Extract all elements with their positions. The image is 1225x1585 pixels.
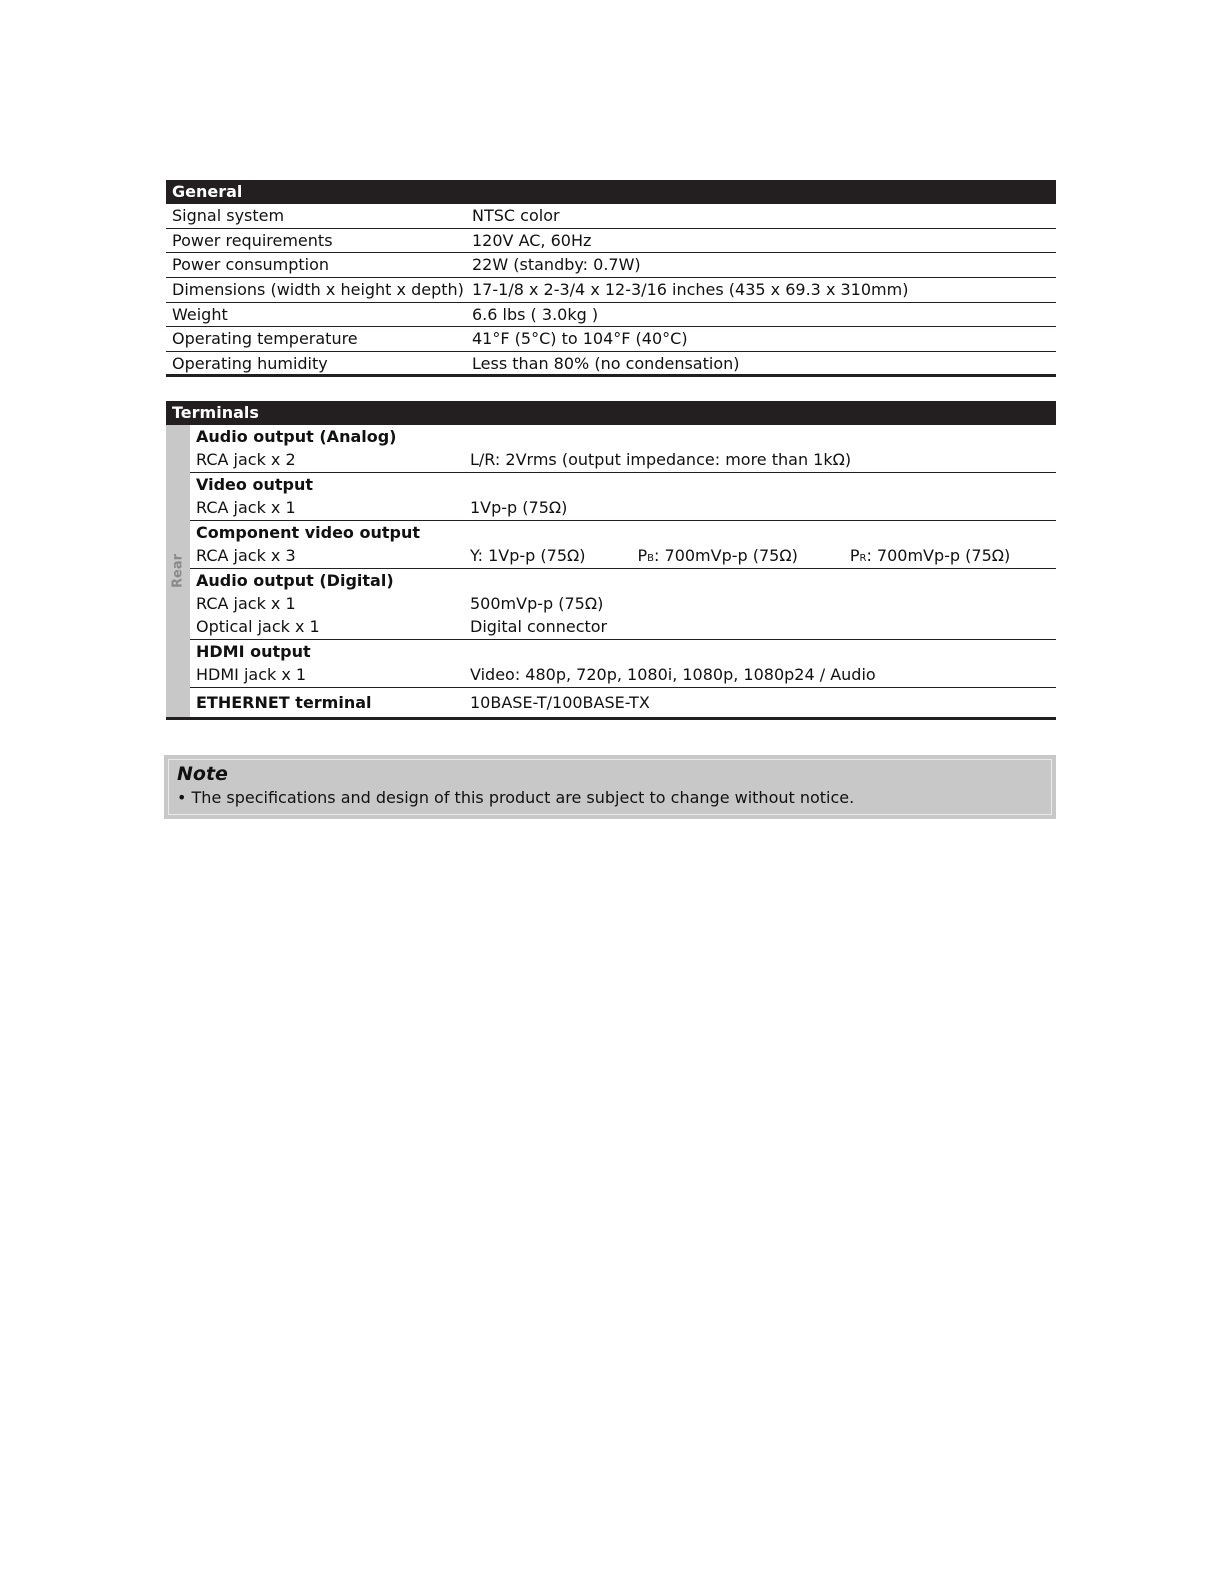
spec-label: Power consumption [172, 255, 330, 275]
list-item [190, 615, 1056, 638]
terminal-group-audio-analog [190, 425, 1056, 473]
spec-label: Weight [172, 304, 228, 324]
table-row [166, 303, 1056, 328]
spec-value: 500mVp-p (75Ω) [470, 594, 604, 613]
group-title: HDMI output [196, 642, 311, 661]
spec-label: Dimensions (width x height x depth) [172, 280, 464, 300]
spec-value: 1Vp-p (75Ω) [470, 498, 568, 517]
note-box [164, 755, 1056, 819]
spec-label: Power requirements [172, 230, 333, 250]
group-title: Video output [196, 475, 313, 494]
group-title: Audio output (Digital) [196, 571, 394, 590]
spec-label: RCA jack x 1 [196, 594, 296, 613]
spec-label: Operating humidity [172, 354, 328, 374]
terminal-group-ethernet [190, 688, 1056, 717]
spec-value: Digital connector [470, 617, 608, 636]
rear-label-text: Rear [170, 553, 186, 589]
general-header: General [166, 180, 1056, 204]
pb-subscript: B [647, 553, 655, 564]
table-row [166, 327, 1056, 352]
terminals-body [166, 425, 1056, 720]
table-row [166, 229, 1056, 254]
terminal-group-component-video [190, 521, 1056, 569]
spec-value: NTSC color [472, 206, 560, 225]
list-item [190, 496, 1056, 519]
table-row [166, 278, 1056, 303]
spec-label: RCA jack x 1 [196, 498, 296, 517]
spec-value: 41°F (5°C) to 104°F (40°C) [472, 329, 688, 349]
spec-label: Optical jack x 1 [196, 617, 320, 636]
pr-value: : 700mVp-p (75Ω) [866, 546, 1011, 565]
pr-prefix: P [849, 546, 860, 565]
y-value: Y: 1Vp-p (75Ω) [470, 546, 586, 565]
terminal-group-hdmi [190, 640, 1056, 688]
note-title: Note [177, 763, 228, 785]
list-item [190, 544, 1056, 567]
list-item [190, 691, 1056, 714]
pb-value: : 700mVp-p (75Ω) [654, 546, 798, 565]
pr-subscript: R [859, 553, 867, 564]
spec-value: 6.6 lbs ( 3.0kg ) [472, 304, 599, 324]
spec-value: 10BASE-T/100BASE-TX [470, 693, 650, 712]
table-row [166, 352, 1056, 377]
table-row [166, 253, 1056, 278]
list-item [190, 448, 1056, 471]
terminals-table [166, 401, 1056, 720]
pb-prefix: P [637, 546, 648, 565]
spec-label: HDMI jack x 1 [196, 665, 307, 684]
general-table [166, 180, 1056, 377]
terminals-header: Terminals [166, 401, 1056, 425]
terminal-groups [190, 425, 1056, 717]
group-title: Audio output (Analog) [196, 427, 397, 446]
spec-value: Video: 480p, 720p, 1080i, 1080p, 1080p24 / Audio [470, 665, 876, 684]
spec-value: L/R: 2Vrms (output impedance: more than 1kΩ) [470, 450, 852, 469]
spec-label: RCA jack x 3 [196, 546, 296, 565]
spec-label: Operating temperature [172, 329, 358, 349]
note-inner [168, 759, 1052, 815]
spec-value: Less than 80% (no condensation) [472, 354, 740, 374]
spec-value: 120V AC, 60Hz [472, 230, 592, 250]
spec-value: 22W (standby: 0.7W) [472, 255, 641, 275]
spec-label: RCA jack x 2 [196, 450, 296, 469]
terminal-group-video [190, 473, 1056, 521]
spec-label: Signal system [172, 206, 285, 225]
group-title: ETHERNET terminal [196, 693, 372, 712]
spec-value: 17-1/8 x 2-3/4 x 12-3/16 inches (435 x 69.3 x 310mm) [472, 280, 909, 300]
rear-side-label [166, 425, 190, 717]
table-row [166, 204, 1056, 229]
spec-value [470, 544, 1056, 567]
terminal-group-audio-digital [190, 569, 1056, 640]
list-item [190, 663, 1056, 686]
note-text: • The specifications and design of this product are subject to change without notice. [177, 788, 855, 807]
group-title: Component video output [196, 523, 421, 542]
list-item [190, 592, 1056, 615]
